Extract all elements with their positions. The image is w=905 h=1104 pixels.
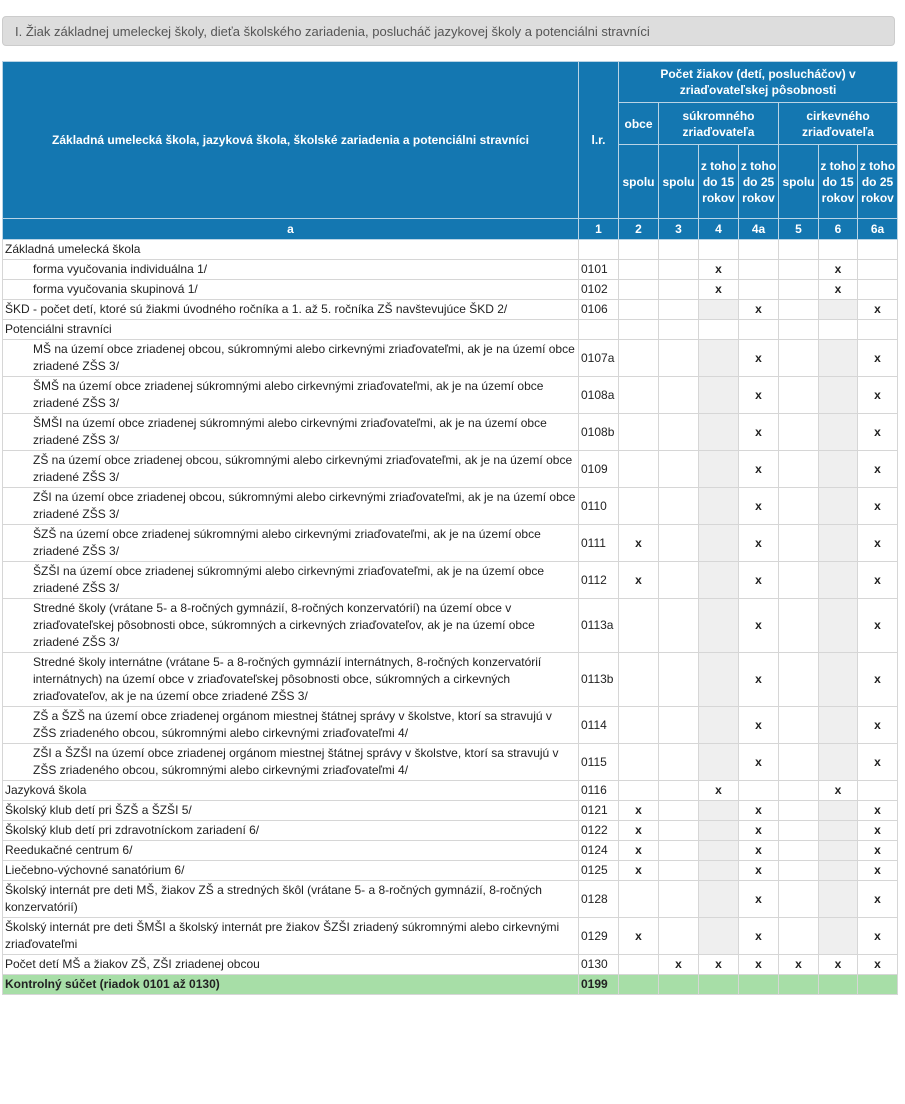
data-cell[interactable] bbox=[659, 340, 699, 377]
data-cell bbox=[819, 861, 858, 881]
cross-mark-cell: x bbox=[858, 881, 898, 918]
row-label: ZŠI na území obce zriadenej obcou, súkromnými alebo cirkevnými zriaďovateľmi, ak je na území obce zriadené ZŠS 3/ bbox=[3, 488, 579, 525]
data-cell bbox=[819, 451, 858, 488]
data-cell[interactable] bbox=[659, 300, 699, 320]
row-code bbox=[579, 320, 619, 340]
data-cell[interactable] bbox=[858, 260, 898, 280]
cross-mark-cell: x bbox=[819, 260, 858, 280]
cross-mark-cell: x bbox=[739, 841, 779, 861]
row-code: 0108a bbox=[579, 377, 619, 414]
data-cell bbox=[699, 918, 739, 955]
data-cell bbox=[819, 488, 858, 525]
cross-mark-cell: x bbox=[739, 451, 779, 488]
cross-mark-cell: x bbox=[858, 707, 898, 744]
row-code: 0109 bbox=[579, 451, 619, 488]
row-code: 0108b bbox=[579, 414, 619, 451]
row-label: Potenciálni stravníci bbox=[3, 320, 579, 340]
row-code: 0113a bbox=[579, 599, 619, 653]
cross-mark-cell: x bbox=[858, 414, 898, 451]
row-label: Základná umelecká škola bbox=[3, 240, 579, 260]
data-cell[interactable] bbox=[739, 781, 779, 801]
row-code: 0130 bbox=[579, 955, 619, 975]
data-cell bbox=[699, 881, 739, 918]
cross-mark-cell: x bbox=[739, 488, 779, 525]
data-cell[interactable] bbox=[659, 260, 699, 280]
table-row bbox=[3, 707, 898, 744]
row-code bbox=[579, 240, 619, 260]
table-row bbox=[3, 653, 898, 707]
row-label: Reedukačné centrum 6/ bbox=[3, 841, 579, 861]
data-cell[interactable] bbox=[619, 707, 659, 744]
cross-mark-cell: x bbox=[858, 861, 898, 881]
row-code: 0116 bbox=[579, 781, 619, 801]
table-row bbox=[3, 841, 898, 861]
data-cell bbox=[699, 821, 739, 841]
cross-mark-cell: x bbox=[619, 918, 659, 955]
row-code: 0122 bbox=[579, 821, 619, 841]
cross-mark-cell: x bbox=[739, 414, 779, 451]
row-label: Školský klub detí pri ŠZŠ a ŠZŠI 5/ bbox=[3, 801, 579, 821]
table-row bbox=[3, 488, 898, 525]
data-cell bbox=[819, 653, 858, 707]
cross-mark-cell: x bbox=[739, 653, 779, 707]
data-cell bbox=[819, 801, 858, 821]
table-row bbox=[3, 821, 898, 841]
header-sukr-z25: z toho do 25 rokov bbox=[739, 145, 779, 219]
total-cell[interactable] bbox=[699, 975, 739, 995]
data-cell bbox=[699, 653, 739, 707]
cross-mark-cell: x bbox=[619, 861, 659, 881]
data-cell[interactable] bbox=[858, 320, 898, 340]
cross-mark-cell: x bbox=[819, 280, 858, 300]
cross-mark-cell: x bbox=[699, 781, 739, 801]
header-num: 6 bbox=[819, 219, 858, 240]
row-label: Jazyková škola bbox=[3, 781, 579, 801]
table-row bbox=[3, 260, 898, 280]
header-num: 3 bbox=[659, 219, 699, 240]
data-cell bbox=[699, 340, 739, 377]
header-cirk-z15: z toho do 15 rokov bbox=[819, 145, 858, 219]
data-cell[interactable] bbox=[619, 653, 659, 707]
data-cell[interactable] bbox=[659, 707, 699, 744]
total-cell[interactable] bbox=[779, 975, 819, 995]
data-cell[interactable] bbox=[739, 240, 779, 260]
cross-mark-cell: x bbox=[858, 599, 898, 653]
data-cell[interactable] bbox=[739, 320, 779, 340]
data-cell[interactable] bbox=[819, 240, 858, 260]
data-cell[interactable] bbox=[659, 320, 699, 340]
data-cell bbox=[699, 599, 739, 653]
cross-mark-cell: x bbox=[619, 562, 659, 599]
header-num: a bbox=[3, 219, 579, 240]
data-cell[interactable] bbox=[659, 744, 699, 781]
row-label: forma vyučovania skupinová 1/ bbox=[3, 280, 579, 300]
data-table bbox=[2, 61, 898, 995]
data-cell[interactable] bbox=[779, 260, 819, 280]
header-sukromneho: súkromného zriaďovateľa bbox=[659, 103, 779, 145]
data-cell[interactable] bbox=[619, 599, 659, 653]
data-cell[interactable] bbox=[619, 260, 659, 280]
cross-mark-cell: x bbox=[619, 525, 659, 562]
data-cell bbox=[699, 488, 739, 525]
header-group: Počet žiakov (detí, poslucháčov) v zriaďovateľskej pôsobnosti bbox=[619, 62, 898, 103]
data-cell bbox=[819, 918, 858, 955]
cross-mark-cell: x bbox=[739, 821, 779, 841]
header-num: 5 bbox=[779, 219, 819, 240]
row-code: 0115 bbox=[579, 744, 619, 781]
data-cell bbox=[819, 414, 858, 451]
data-cell[interactable] bbox=[739, 260, 779, 280]
cross-mark-cell: x bbox=[619, 801, 659, 821]
cross-mark-cell: x bbox=[739, 300, 779, 320]
cross-mark-cell: x bbox=[699, 955, 739, 975]
header-num: 6a bbox=[858, 219, 898, 240]
total-code: 0199 bbox=[579, 975, 619, 995]
data-cell[interactable] bbox=[619, 955, 659, 975]
row-code: 0102 bbox=[579, 280, 619, 300]
table-row bbox=[3, 280, 898, 300]
row-label: Školský internát pre deti ŠMŠI a školský internát pre žiakov ŠZŠI zriadený súkromnými alebo cirkevnými zriaďovateľmi bbox=[3, 918, 579, 955]
cross-mark-cell: x bbox=[619, 841, 659, 861]
row-code: 0129 bbox=[579, 918, 619, 955]
header-col-lr: l.r. bbox=[579, 62, 619, 219]
data-cell[interactable] bbox=[659, 280, 699, 300]
row-label: ZŠI a ŠZŠI na území obce zriadenej orgánom miestnej štátnej správy v školstve, ktorí sa stravujú v ZŠS zriadeného obcou, súkromnými alebo cirkevnými zriaďovateľmi 4/ bbox=[3, 744, 579, 781]
row-code: 0114 bbox=[579, 707, 619, 744]
total-cell[interactable] bbox=[659, 975, 699, 995]
cross-mark-cell: x bbox=[858, 562, 898, 599]
row-label: ŠZŠI na území obce zriadenej súkromnými alebo cirkevnými zriaďovateľmi, ak je na území obce zriadené ZŠS 3/ bbox=[3, 562, 579, 599]
data-cell[interactable] bbox=[779, 744, 819, 781]
header-number-row bbox=[3, 219, 898, 240]
data-cell[interactable] bbox=[619, 488, 659, 525]
row-label: ŠKD - počet detí, ktoré sú žiakmi úvodného ročníka a 1. až 5. ročníka ZŠ navštevujúce ŠKD 2/ bbox=[3, 300, 579, 320]
data-cell[interactable] bbox=[858, 240, 898, 260]
data-cell[interactable] bbox=[619, 744, 659, 781]
data-cell[interactable] bbox=[659, 451, 699, 488]
total-row bbox=[3, 975, 898, 995]
data-cell[interactable] bbox=[779, 340, 819, 377]
header-num: 1 bbox=[579, 219, 619, 240]
row-label: Školský klub detí pri zdravotníckom zariadení 6/ bbox=[3, 821, 579, 841]
data-cell[interactable] bbox=[619, 300, 659, 320]
table-row bbox=[3, 240, 898, 260]
header-num: 4a bbox=[739, 219, 779, 240]
data-cell[interactable] bbox=[699, 320, 739, 340]
data-cell[interactable] bbox=[659, 240, 699, 260]
data-cell[interactable] bbox=[779, 653, 819, 707]
data-cell[interactable] bbox=[779, 781, 819, 801]
row-code: 0110 bbox=[579, 488, 619, 525]
row-code: 0111 bbox=[579, 525, 619, 562]
data-cell[interactable] bbox=[779, 240, 819, 260]
cross-mark-cell: x bbox=[858, 653, 898, 707]
header-cirk-spolu: spolu bbox=[779, 145, 819, 219]
row-code: 0124 bbox=[579, 841, 619, 861]
data-cell[interactable] bbox=[779, 377, 819, 414]
data-cell bbox=[819, 599, 858, 653]
row-label: Stredné školy internátne (vrátane 5- a 8-ročných gymnázií internátnych, 8-ročných konzervatórií internátnych) na území obce v zriaďovateľskej pôsobnosti obce, súkromných a cirkevných zriaďovateľov, ak je na území obce zriadené ZŠS 3/ bbox=[3, 653, 579, 707]
data-cell[interactable] bbox=[659, 562, 699, 599]
data-cell bbox=[699, 707, 739, 744]
total-cell[interactable] bbox=[819, 975, 858, 995]
row-label: Počet detí MŠ a žiakov ZŠ, ZŠI zriadenej obcou bbox=[3, 955, 579, 975]
table-row bbox=[3, 781, 898, 801]
table-row bbox=[3, 320, 898, 340]
table-row bbox=[3, 955, 898, 975]
data-cell bbox=[819, 744, 858, 781]
cross-mark-cell: x bbox=[739, 955, 779, 975]
cross-mark-cell: x bbox=[739, 881, 779, 918]
data-cell[interactable] bbox=[659, 861, 699, 881]
data-cell[interactable] bbox=[779, 821, 819, 841]
data-cell bbox=[819, 881, 858, 918]
total-cell[interactable] bbox=[739, 975, 779, 995]
cross-mark-cell: x bbox=[739, 377, 779, 414]
data-cell[interactable] bbox=[659, 599, 699, 653]
row-code: 0128 bbox=[579, 881, 619, 918]
cross-mark-cell: x bbox=[739, 918, 779, 955]
cross-mark-cell: x bbox=[739, 801, 779, 821]
total-cell[interactable] bbox=[619, 975, 659, 995]
data-cell[interactable] bbox=[779, 414, 819, 451]
data-cell[interactable] bbox=[659, 841, 699, 861]
data-cell[interactable] bbox=[659, 781, 699, 801]
data-cell[interactable] bbox=[779, 707, 819, 744]
total-label: Kontrolný súčet (riadok 0101 až 0130) bbox=[3, 975, 579, 995]
data-cell bbox=[819, 377, 858, 414]
data-cell[interactable] bbox=[779, 488, 819, 525]
cross-mark-cell: x bbox=[858, 300, 898, 320]
data-cell[interactable] bbox=[779, 861, 819, 881]
data-cell bbox=[699, 562, 739, 599]
data-cell[interactable] bbox=[659, 881, 699, 918]
cross-mark-cell: x bbox=[858, 525, 898, 562]
cross-mark-cell: x bbox=[619, 821, 659, 841]
row-label: ŠZŠ na území obce zriadenej súkromnými alebo cirkevnými zriaďovateľmi, ak je na území obce zriadené ZŠS 3/ bbox=[3, 525, 579, 562]
data-cell bbox=[699, 861, 739, 881]
data-cell[interactable] bbox=[619, 320, 659, 340]
cross-mark-cell: x bbox=[858, 801, 898, 821]
data-cell[interactable] bbox=[779, 320, 819, 340]
data-cell[interactable] bbox=[739, 280, 779, 300]
cross-mark-cell: x bbox=[858, 488, 898, 525]
row-code: 0125 bbox=[579, 861, 619, 881]
cross-mark-cell: x bbox=[739, 340, 779, 377]
cross-mark-cell: x bbox=[819, 781, 858, 801]
data-cell[interactable] bbox=[659, 377, 699, 414]
row-label: Stredné školy (vrátane 5- a 8-ročných gymnázií, 8-ročných konzervatórií) na území obce v zriaďovateľskej pôsobnosti obce, súkromných a cirkevných zriaďovateľov, ak je na území obce zriadené ZŠS 3/ bbox=[3, 599, 579, 653]
data-cell bbox=[699, 451, 739, 488]
cross-mark-cell: x bbox=[858, 744, 898, 781]
data-cell[interactable] bbox=[619, 377, 659, 414]
cross-mark-cell: x bbox=[739, 599, 779, 653]
cross-mark-cell: x bbox=[819, 955, 858, 975]
data-cell[interactable] bbox=[659, 801, 699, 821]
row-code: 0112 bbox=[579, 562, 619, 599]
data-cell[interactable] bbox=[619, 451, 659, 488]
data-cell[interactable] bbox=[659, 525, 699, 562]
cross-mark-cell: x bbox=[699, 260, 739, 280]
row-label: ZŠ na území obce zriadenej obcou, súkromnými alebo cirkevnými zriaďovateľmi, ak je na území obce zriadené ZŠS 3/ bbox=[3, 451, 579, 488]
data-cell[interactable] bbox=[619, 340, 659, 377]
data-cell bbox=[699, 300, 739, 320]
data-cell[interactable] bbox=[779, 801, 819, 821]
data-cell[interactable] bbox=[619, 240, 659, 260]
cross-mark-cell: x bbox=[858, 918, 898, 955]
data-cell bbox=[699, 841, 739, 861]
table-body bbox=[3, 240, 898, 975]
data-cell bbox=[819, 562, 858, 599]
cross-mark-cell: x bbox=[739, 525, 779, 562]
table-row bbox=[3, 881, 898, 918]
cross-mark-cell: x bbox=[699, 280, 739, 300]
row-label: ŠMŠ na území obce zriadenej súkromnými alebo cirkevnými zriaďovateľmi, ak je na území obce zriadené ZŠS 3/ bbox=[3, 377, 579, 414]
data-cell[interactable] bbox=[699, 240, 739, 260]
cross-mark-cell: x bbox=[779, 955, 819, 975]
header-obce: obce bbox=[619, 103, 659, 145]
table-row bbox=[3, 861, 898, 881]
table-row bbox=[3, 451, 898, 488]
data-cell[interactable] bbox=[619, 414, 659, 451]
header-sukr-z15: z toho do 15 rokov bbox=[699, 145, 739, 219]
data-cell bbox=[699, 744, 739, 781]
data-cell[interactable] bbox=[779, 599, 819, 653]
row-label: Školský internát pre deti MŠ, žiakov ZŠ a stredných škôl (vrátane 5- a 8-ročných gymnázií, 8-ročných konzervatórií) bbox=[3, 881, 579, 918]
data-cell[interactable] bbox=[858, 781, 898, 801]
data-cell[interactable] bbox=[779, 562, 819, 599]
data-cell[interactable] bbox=[619, 781, 659, 801]
row-code: 0106 bbox=[579, 300, 619, 320]
header-cirk-z25: z toho do 25 rokov bbox=[858, 145, 898, 219]
cross-mark-cell: x bbox=[739, 861, 779, 881]
cross-mark-cell: x bbox=[858, 841, 898, 861]
data-cell[interactable] bbox=[619, 881, 659, 918]
data-cell[interactable] bbox=[659, 653, 699, 707]
row-code: 0101 bbox=[579, 260, 619, 280]
data-cell bbox=[819, 821, 858, 841]
row-code: 0113b bbox=[579, 653, 619, 707]
cross-mark-cell: x bbox=[739, 707, 779, 744]
header-obce-spolu: spolu bbox=[619, 145, 659, 219]
data-cell bbox=[699, 525, 739, 562]
data-cell[interactable] bbox=[659, 414, 699, 451]
cross-mark-cell: x bbox=[858, 955, 898, 975]
row-label: Liečebno-výchovné sanatórium 6/ bbox=[3, 861, 579, 881]
data-cell[interactable] bbox=[619, 280, 659, 300]
table-row bbox=[3, 300, 898, 320]
cross-mark-cell: x bbox=[659, 955, 699, 975]
data-cell bbox=[819, 300, 858, 320]
table-row bbox=[3, 744, 898, 781]
row-label: forma vyučovania individuálna 1/ bbox=[3, 260, 579, 280]
row-label: MŠ na území obce zriadenej obcou, súkromnými alebo cirkevnými zriaďovateľmi, ak je na území obce zriadené ZŠS 3/ bbox=[3, 340, 579, 377]
data-cell bbox=[819, 841, 858, 861]
cross-mark-cell: x bbox=[858, 821, 898, 841]
cross-mark-cell: x bbox=[858, 340, 898, 377]
header-cirkevneho: cirkevného zriaďovateľa bbox=[779, 103, 898, 145]
data-cell bbox=[819, 340, 858, 377]
header-col-a: Základná umelecká škola, jazyková škola, školské zariadenia a potenciálni stravníci bbox=[3, 62, 579, 219]
table-row bbox=[3, 801, 898, 821]
data-cell[interactable] bbox=[659, 488, 699, 525]
table-row bbox=[3, 599, 898, 653]
cross-mark-cell: x bbox=[739, 744, 779, 781]
section-title: I. Žiak základnej umeleckej školy, dieťa školského zariadenia, poslucháč jazykovej školy a potenciálni stravníci bbox=[15, 24, 650, 39]
cross-mark-cell: x bbox=[858, 451, 898, 488]
data-cell[interactable] bbox=[779, 300, 819, 320]
cross-mark-cell: x bbox=[858, 377, 898, 414]
data-cell[interactable] bbox=[858, 280, 898, 300]
data-cell[interactable] bbox=[779, 918, 819, 955]
row-code: 0107a bbox=[579, 340, 619, 377]
data-cell[interactable] bbox=[779, 841, 819, 861]
table-row bbox=[3, 562, 898, 599]
data-cell bbox=[819, 525, 858, 562]
data-cell[interactable] bbox=[659, 821, 699, 841]
section-header[interactable] bbox=[2, 16, 895, 46]
header-num: 2 bbox=[619, 219, 659, 240]
data-cell bbox=[819, 707, 858, 744]
data-cell[interactable] bbox=[779, 881, 819, 918]
table-row bbox=[3, 377, 898, 414]
data-cell bbox=[699, 377, 739, 414]
data-cell bbox=[699, 801, 739, 821]
header-sukr-spolu: spolu bbox=[659, 145, 699, 219]
row-label: ŠMŠI na území obce zriadenej súkromnými alebo cirkevnými zriaďovateľmi, ak je na území obce zriadené ZŠS 3/ bbox=[3, 414, 579, 451]
total-cell[interactable] bbox=[858, 975, 898, 995]
data-cell[interactable] bbox=[779, 280, 819, 300]
row-code: 0121 bbox=[579, 801, 619, 821]
header-num: 4 bbox=[699, 219, 739, 240]
data-cell[interactable] bbox=[779, 451, 819, 488]
data-cell[interactable] bbox=[659, 918, 699, 955]
table-row bbox=[3, 340, 898, 377]
cross-mark-cell: x bbox=[739, 562, 779, 599]
table-row bbox=[3, 525, 898, 562]
data-cell[interactable] bbox=[819, 320, 858, 340]
table-row bbox=[3, 414, 898, 451]
data-cell[interactable] bbox=[779, 525, 819, 562]
data-cell bbox=[699, 414, 739, 451]
row-label: ZŠ a ŠZŠ na území obce zriadenej orgánom miestnej štátnej správy v školstve, ktorí sa stravujú v ZŠS zriadeného obcou, súkromnými alebo cirkevnými zriaďovateľmi 4/ bbox=[3, 707, 579, 744]
table-row bbox=[3, 918, 898, 955]
